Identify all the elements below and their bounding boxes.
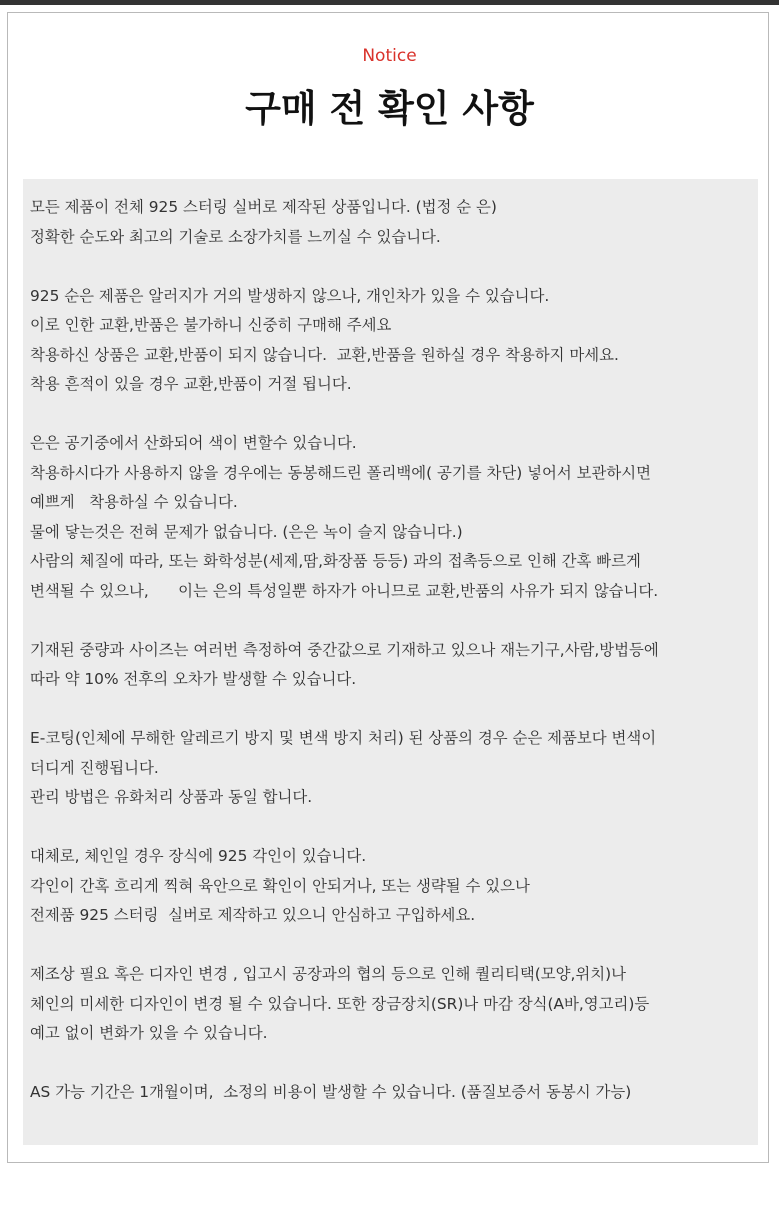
notice-label: Notice	[362, 46, 417, 66]
top-bar	[0, 0, 779, 5]
paragraph-weight-size	[30, 636, 755, 695]
text-line: 모든 제품이 전체 925 스터링 실버로 제작된 상품입니다. (법정 순 은)	[30, 198, 497, 216]
paragraph-design-change	[30, 960, 755, 1049]
text-line: 더디게 진행됩니다.	[30, 758, 159, 777]
text-line: 사람의 체질에 따라, 또는 화학성분(세제,땀,화장품 등등) 과의 접촉등으로 인해 간혹 빠르게	[30, 552, 641, 570]
text-line: 925 순은 제품은 알러지가 거의 발생하지 않으나, 개인차가 있을 수 있습니다.	[30, 286, 550, 305]
text-line: 변색될 수 있으나, 이는 은의 특성일뿐 하자가 아니므로 교환,반품의 사유가 되지 않습니다.	[30, 581, 659, 600]
page-title: 구매 전 확인 사항	[245, 87, 534, 130]
text-line: 이로 인한 교환,반품은 불가하니 신중히 구매해 주세요	[30, 316, 392, 334]
text-line: 예쁘게 착용하실 수 있습니다.	[30, 493, 238, 511]
text-line: 각인이 간혹 흐리게 찍혀 육안으로 확인이 안되거나, 또는 생략될 수 있으나	[30, 876, 530, 895]
notice-body	[30, 193, 755, 1108]
text-line: 전제품 925 스터링 실버로 제작하고 있으니 안심하고 구입하세요.	[30, 906, 476, 924]
text-line: 제조상 필요 혹은 디자인 변경 , 입고시 공장과의 협의 등으로 인해 퀄리티택(모양,위치)나	[30, 965, 626, 983]
paragraph-e-coating	[30, 724, 755, 813]
text-line: 예고 없이 변화가 있을 수 있습니다.	[30, 1024, 268, 1042]
text-line: 따라 약 10% 전후의 오차가 발생할 수 있습니다.	[30, 670, 357, 688]
text-line: 체인의 미세한 디자인이 변경 될 수 있습니다. 또한 장금장치(SR)나 마감 장식(A바,영고리)등	[30, 994, 650, 1013]
paragraph-oxidation	[30, 429, 755, 606]
text-line: 대체로, 체인일 경우 장식에 925 각인이 있습니다.	[30, 847, 367, 865]
text-line: AS 가능 기간은 1개월이며, 소정의 비용이 발생할 수 있습니다. (품질보증서 동봉시 가능)	[30, 1083, 632, 1101]
text-line: E-코팅(인체에 무해한 알레르기 방지 및 변색 방지 처리) 된 상품의 경우 순은 제품보다 변색이	[30, 729, 657, 747]
paragraph-allergy-returns	[30, 282, 755, 400]
paragraph-silver-material	[30, 193, 755, 252]
text-line: 기재된 중량과 사이즈는 여러번 측정하여 중간값으로 기재하고 있으나 재는기구,사람,방법등에	[30, 640, 659, 659]
text-line: 착용하신 상품은 교환,반품이 되지 않습니다. 교환,반품을 원하실 경우 착용하지 마세요.	[30, 345, 619, 364]
text-line: 관리 방법은 유화처리 상품과 동일 합니다.	[30, 788, 313, 806]
text-line: 착용 흔적이 있을 경우 교환,반품이 거절 됩니다.	[30, 375, 352, 393]
text-line: 은은 공기중에서 산화되어 색이 변할수 있습니다.	[30, 434, 357, 452]
paragraph-as-period	[30, 1078, 755, 1108]
text-line: 정확한 순도와 최고의 기술로 소장가치를 느끼실 수 있습니다.	[30, 227, 441, 246]
text-line: 착용하시다가 사용하지 않을 경우에는 동봉해드린 폴리백에( 공기를 차단) 넣어서 보관하시면	[30, 463, 651, 482]
text-line: 물에 닿는것은 전혀 문제가 없습니다. (은은 녹이 슬지 않습니다.)	[30, 522, 463, 541]
paragraph-engraving	[30, 842, 755, 931]
